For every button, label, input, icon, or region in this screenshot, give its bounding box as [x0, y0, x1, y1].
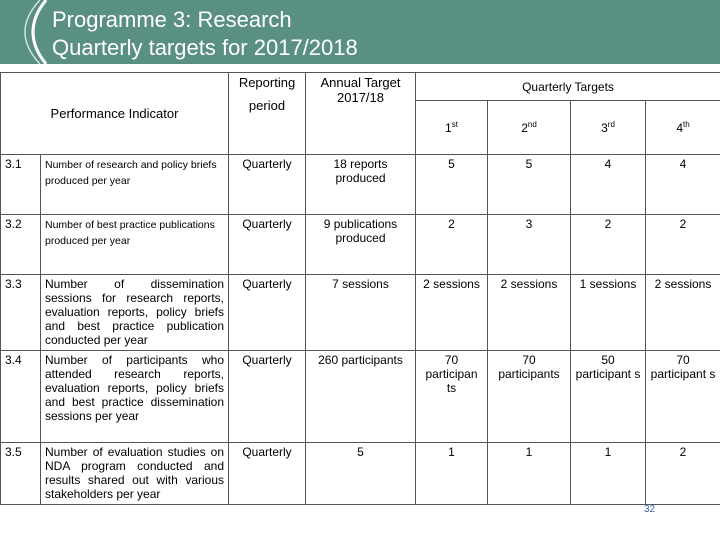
header-q2 [488, 101, 571, 155]
row-id: 3.4 [1, 351, 41, 443]
row-annual: 7 sessions [306, 275, 416, 351]
row-indicator: Number of participants who attended research reports, evaluation reports, policy briefs and best practice dissemination sessions per year [41, 351, 229, 443]
row-q1: 5 [416, 155, 488, 215]
row-annual: 260 participants [306, 351, 416, 443]
row-period: Quarterly [229, 351, 306, 443]
row-q2: 3 [488, 215, 571, 275]
row-q1: 2 sessions [416, 275, 488, 351]
row-period: Quarterly [229, 443, 306, 505]
row-id: 3.3 [1, 275, 41, 351]
row-q4: 70 participant s [646, 351, 720, 443]
row-q2: 70 participants [488, 351, 571, 443]
row-q2: 2 sessions [488, 275, 571, 351]
header-quarterly [416, 73, 720, 101]
row-indicator: Number of evaluation studies on NDA program conducted and results shared out with various stakeholders per year [41, 443, 229, 505]
header-q1 [416, 101, 488, 155]
row-q4: 2 sessions [646, 275, 720, 351]
header-reporting [229, 73, 306, 155]
row-id: 3.1 [1, 155, 41, 215]
page-number: 32 [644, 504, 656, 515]
table-row [1, 443, 720, 505]
header-annual-label: Annual Target 2017/18 [320, 75, 401, 105]
row-q3: 4 [571, 155, 646, 215]
row-id: 3.5 [1, 443, 41, 505]
page-title-line2: Quarterly targets for 2017/2018 [52, 35, 358, 60]
row-annual: 5 [306, 443, 416, 505]
row-q4: 2 [646, 215, 720, 275]
q3-suffix: rd [607, 120, 615, 129]
header-reporting-line2: period [248, 98, 286, 113]
q4-suffix: th [683, 120, 690, 129]
row-q1: 2 [416, 215, 488, 275]
row-period: Quarterly [229, 215, 306, 275]
row-q3: 1 sessions [571, 275, 646, 351]
q1-suffix: st [451, 120, 458, 129]
table-row [1, 351, 720, 443]
header-q3 [571, 101, 646, 155]
header-indicator-label: Performance Indicator [50, 106, 179, 121]
row-q4: 2 [646, 443, 720, 505]
header-curve-decoration [0, 0, 50, 64]
header-indicator [1, 73, 229, 155]
row-q3: 2 [571, 215, 646, 275]
row-q2: 1 [488, 443, 571, 505]
header-reporting-line1: Reporting [238, 75, 296, 90]
q2-suffix: nd [527, 120, 537, 129]
header-annual [306, 73, 416, 155]
q1-number: 1 [445, 121, 452, 135]
row-indicator: Number of dissemination sessions for research reports, evaluation reports, policy briefs and best practice publication conducted per year [41, 275, 229, 351]
row-q4: 4 [646, 155, 720, 215]
row-id: 3.2 [1, 215, 41, 275]
row-period: Quarterly [229, 275, 306, 351]
row-q3: 1 [571, 443, 646, 505]
q2-number: 2 [521, 121, 528, 135]
row-period: Quarterly [229, 155, 306, 215]
table-row [1, 275, 720, 351]
header-q4 [646, 101, 720, 155]
row-q1: 1 [416, 443, 488, 505]
q4-number: 4 [676, 121, 684, 135]
quarterly-targets-table [0, 72, 720, 505]
row-indicator: Number of best practice publications produced per year [41, 215, 229, 275]
q3-number: 3 [601, 121, 608, 135]
row-annual: 9 publications produced [306, 215, 416, 275]
row-annual: 18 reports produced [306, 155, 416, 215]
table-row [1, 155, 720, 215]
row-q2: 5 [488, 155, 571, 215]
row-indicator: Number of research and policy briefs produced per year [41, 155, 229, 215]
header-quarterly-label: Quarterly Targets [522, 79, 614, 94]
row-q3: 50 participant s [571, 351, 646, 443]
page-title-line1: Programme 3: Research [52, 7, 292, 32]
row-q1: 70 participan ts [416, 351, 488, 443]
table-row [1, 215, 720, 275]
slide-header [0, 0, 720, 64]
